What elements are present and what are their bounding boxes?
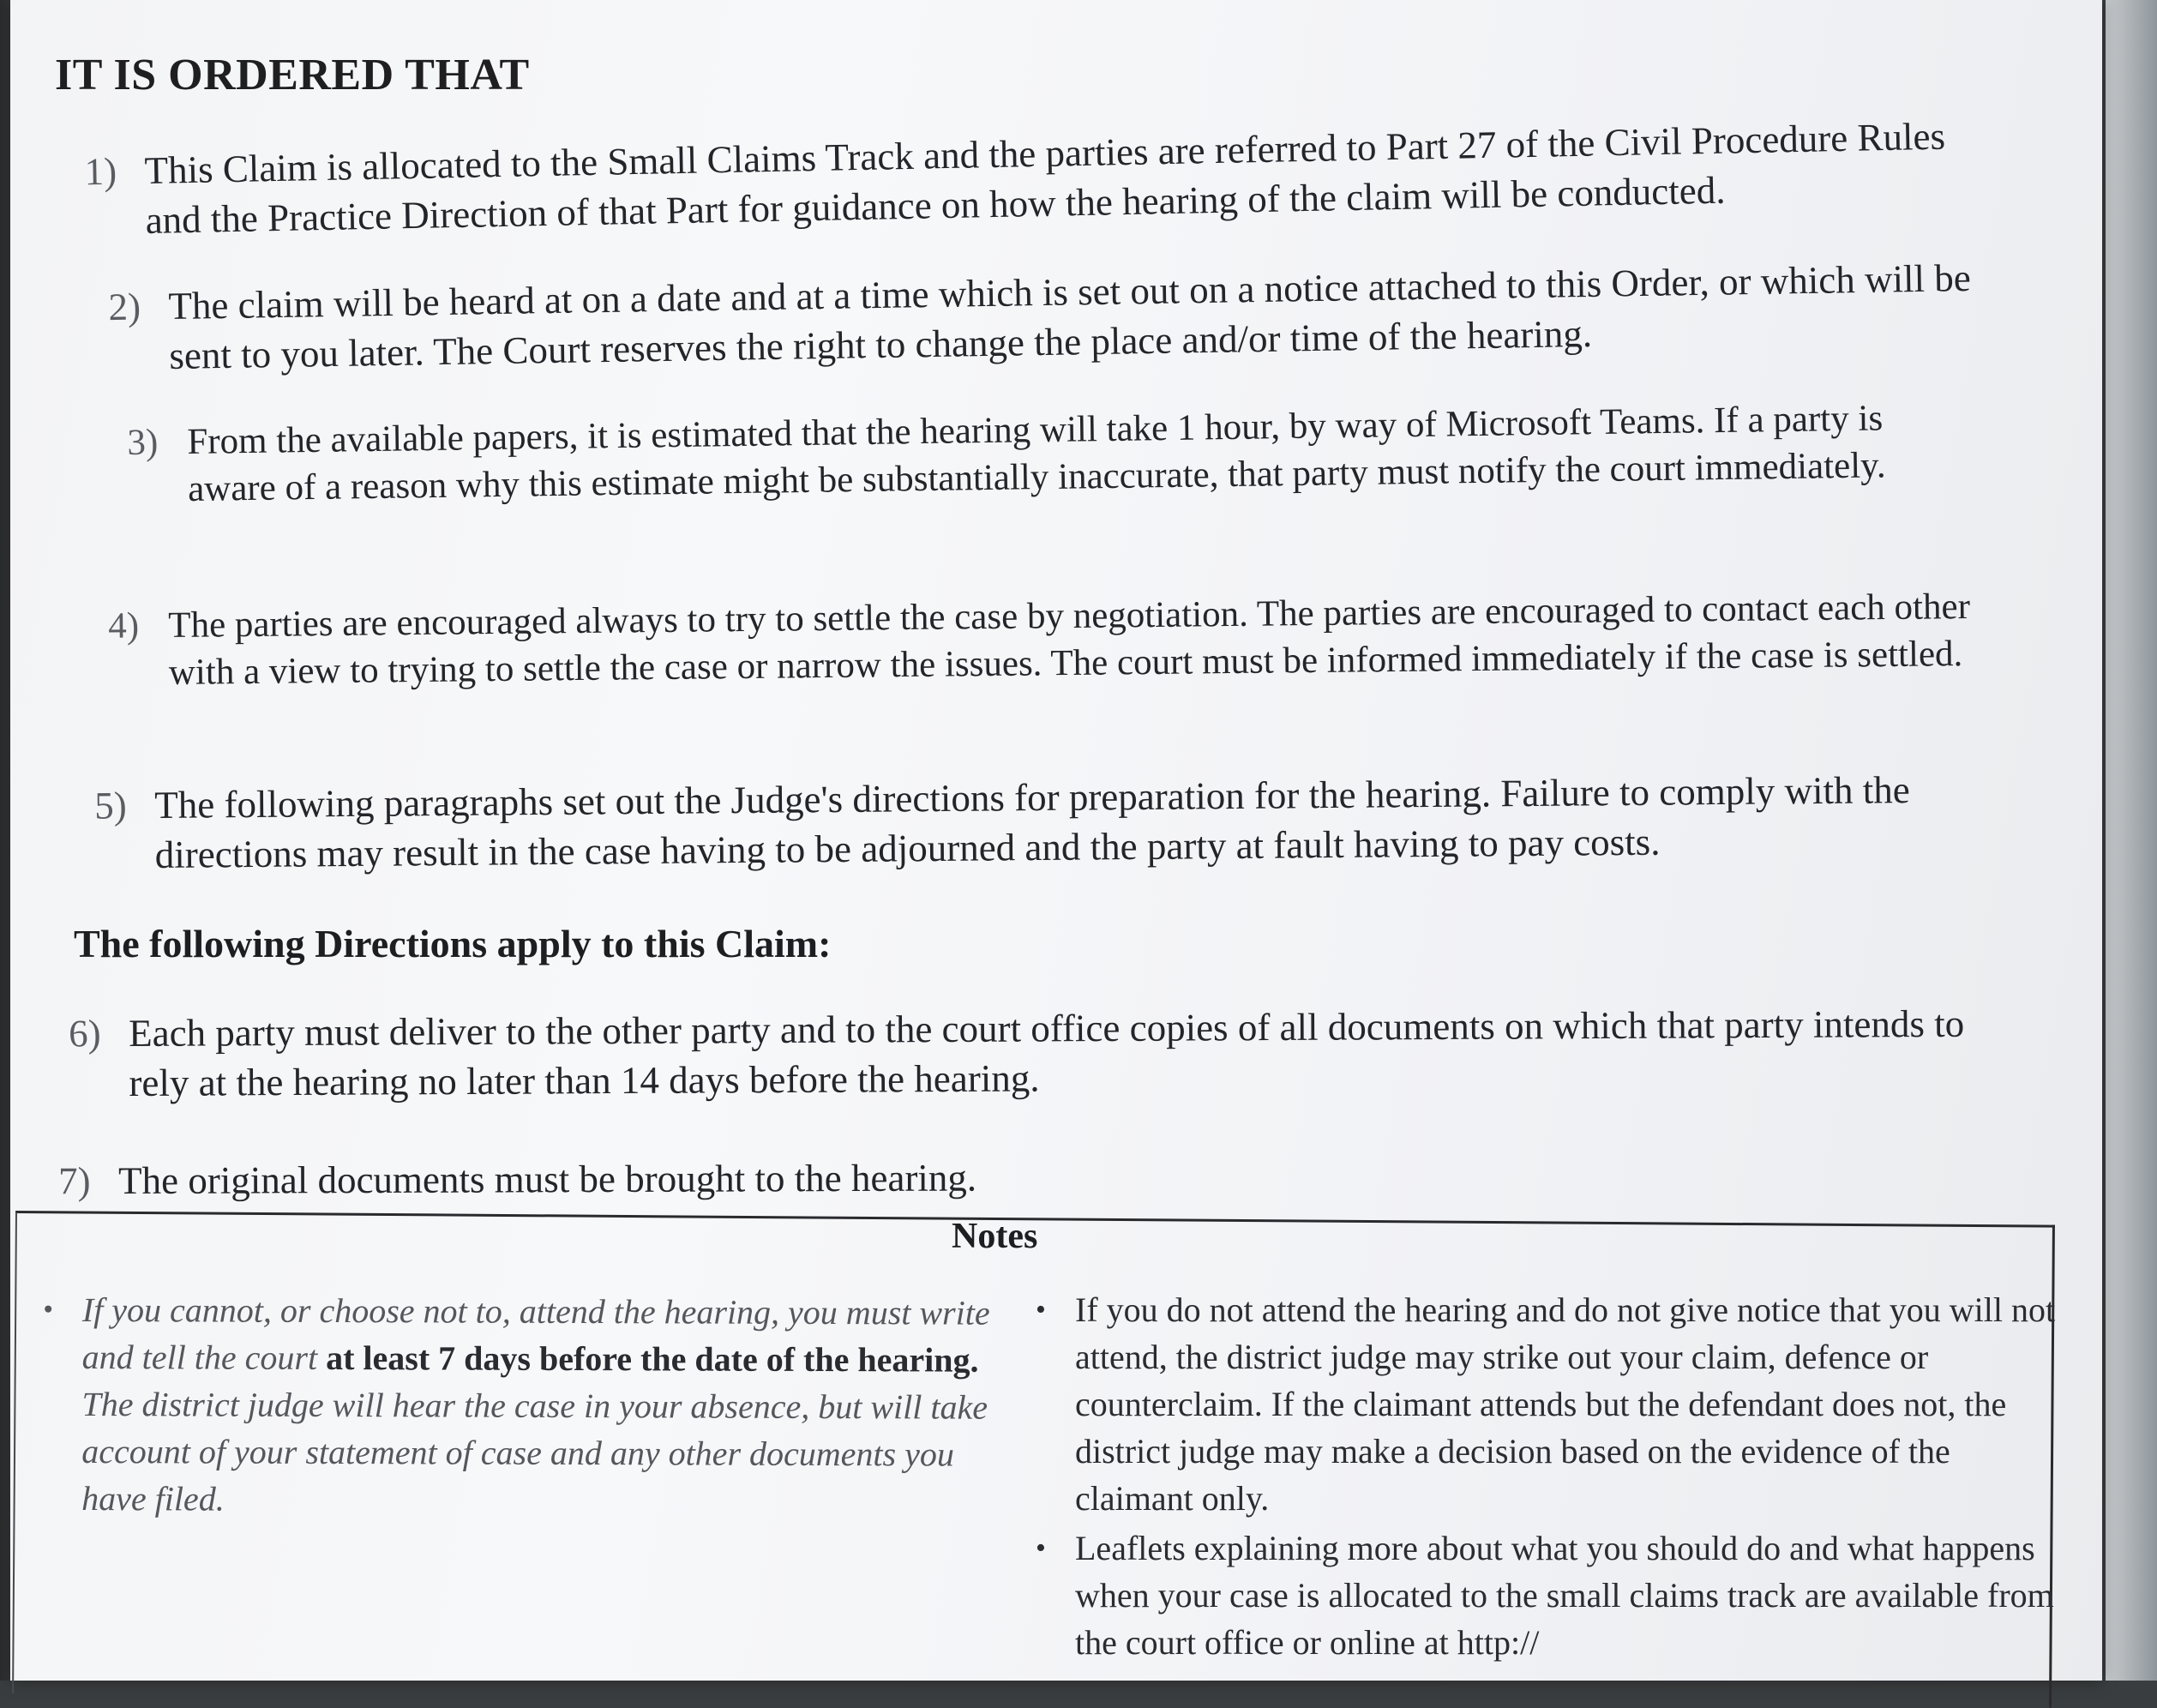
note-text: The district judge will hear the case in your absence, but will take account of your statement of case and any other documents you have filed. bbox=[81, 1384, 988, 1519]
note-non-attendance bbox=[1036, 1286, 2061, 1522]
direction-paragraph-7 bbox=[58, 1149, 2004, 1206]
background-right bbox=[2106, 0, 2157, 1681]
paragraph-text: This Claim is allocated to the Small Claims Track and the parties are referred to Part 27 of the Civil Procedure Rules and the Practice Direction of that Part for guidance on how the hearing of the claim will be conducted. bbox=[144, 114, 1946, 242]
paragraph-number: 7) bbox=[58, 1159, 91, 1203]
note-text: If you do not attend the hearing and do not give notice that you will not attend, the district judge may strike out your claim, defence or counterclaim. If the claimant attends but the defendant does not, the district judge may make a decision based on the evidence of the claimant only. bbox=[1075, 1290, 2056, 1518]
paragraph-text: The claim will be heard at on a date and at a time which is set out on a notice attached to this Order, or which will be sent to you later. The Court reserves the right to change the place and/or time of the hearing. bbox=[168, 256, 1972, 377]
bullet-icon: • bbox=[1036, 1532, 1046, 1564]
paragraph-text: The parties are encouraged always to try to settle the case by negotiation. The parties are encouraged to contact each other with a view to trying to settle the case or narrow the issues. The court must be informed immediately if the case is settled. bbox=[168, 586, 1971, 693]
bullet-icon: • bbox=[1036, 1294, 1046, 1326]
paragraph-text: Each party must deliver to the other party and to the court office copies of all documents on which that party intends to rely at the hearing no later than 14 days before the hearing. bbox=[129, 1001, 1965, 1104]
note-emphasis: at least 7 days before the date of the hearing. bbox=[326, 1338, 979, 1380]
note-attendance bbox=[42, 1286, 1008, 1525]
paragraph-text: From the available papers, it is estimated that the hearing will take 1 hour, by way of Microsoft Teams. If a party is aware of a reason why this estimate might be substantially inaccurate, that party must notify the court immediately. bbox=[187, 398, 1886, 509]
note-text: If you cannot, or choose not to, attend the hearing, you must write and tell the court bbox=[81, 1290, 990, 1377]
bullet-icon: • bbox=[42, 1293, 53, 1326]
paragraph-text: The original documents must be brought to the hearing. bbox=[118, 1156, 977, 1202]
paragraph-number: 2) bbox=[108, 285, 141, 329]
note-text: Leaflets explaining more about what you should do and what happens when your case is allocated to the small claims track are available from the court office or online at http:// bbox=[1075, 1529, 2054, 1662]
order-heading: IT IS ORDERED THAT bbox=[55, 51, 530, 99]
order-paragraph-4 bbox=[108, 583, 1978, 696]
paragraph-number: 4) bbox=[108, 605, 140, 647]
direction-paragraph-6 bbox=[69, 998, 2016, 1108]
directions-heading: The following Directions apply to this Claim: bbox=[74, 922, 832, 965]
paragraph-text: The following paragraphs set out the Judge's directions for preparation for the hearing. Failure to comply with the directions may result in the case having to be adjourned and the party at fault having to pay costs. bbox=[154, 768, 1910, 876]
order-paragraph-5 bbox=[94, 764, 1998, 880]
paragraph-number: 5) bbox=[94, 784, 127, 827]
notes-title: Notes bbox=[952, 1217, 1038, 1256]
paragraph-number: 6) bbox=[69, 1012, 101, 1055]
note-leaflets bbox=[1036, 1525, 2061, 1666]
paragraph-number: 3) bbox=[127, 422, 159, 463]
paragraph-number: 1) bbox=[84, 149, 117, 194]
